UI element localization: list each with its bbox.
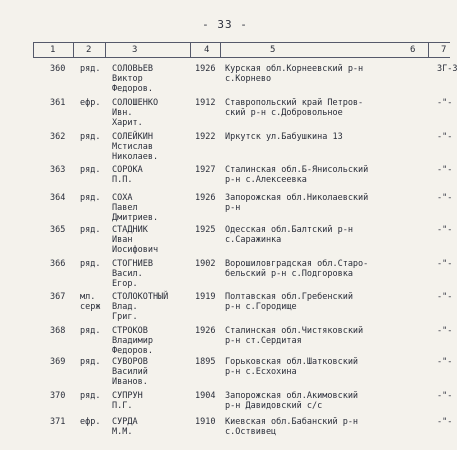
person-name: СОХА Павел Дмитриев. (112, 193, 159, 223)
column-divider (105, 42, 106, 57)
rank: мл. серж (80, 292, 101, 312)
birth-year: 1912 (195, 98, 216, 108)
address: Ставропольский край Петров- ский р-н с.Добровольное (225, 98, 364, 118)
row-number: 362 (50, 132, 66, 142)
header-top-rule (33, 42, 450, 43)
note: -"- (437, 292, 453, 302)
person-name: СОЛОШЕНКО Ивн. Харит. (112, 98, 159, 128)
person-name: СОЛОВЬЕВ Виктор Федоров. (112, 64, 153, 94)
column-divider (220, 42, 221, 57)
header-bottom-rule (33, 57, 450, 58)
person-name: СТОЛОКОТНЫЙ Влад. Григ. (112, 292, 169, 322)
note: -"- (437, 326, 453, 336)
birth-year: 1926 (195, 64, 216, 74)
address: Курская обл.Корнеевский р-н с.Корнево (225, 64, 364, 84)
address: Горьковская обл.Шатковский р-н с.Есхохина (225, 357, 359, 377)
address: Запорожская обл.Акимовский р-н Давидовский с/с (225, 391, 359, 411)
rank: ряд. (80, 357, 101, 367)
birth-year: 1925 (195, 225, 216, 235)
rank: ефр. (80, 98, 101, 108)
row-number: 363 (50, 165, 66, 175)
birth-year: 1922 (195, 132, 216, 142)
rank: ряд. (80, 326, 101, 336)
person-name: СУВОРОВ Василий Иванов. (112, 357, 148, 387)
rank: ряд. (80, 225, 101, 235)
person-name: СУПРУН П.Г. (112, 391, 143, 411)
rank: ряд. (80, 193, 101, 203)
row-number: 360 (50, 64, 66, 74)
column-number: 1 (50, 45, 56, 55)
page-number: - 33 - (202, 18, 248, 31)
column-divider (73, 42, 74, 57)
rank: ряд. (80, 64, 101, 74)
note: -"- (437, 259, 453, 269)
note: -"- (437, 417, 453, 427)
row-number: 367 (50, 292, 66, 302)
birth-year: 1895 (195, 357, 216, 367)
birth-year: 1902 (195, 259, 216, 269)
address: Полтавская обл.Гребенский р-н с.Городище (225, 292, 353, 312)
note: -"- (437, 193, 453, 203)
person-name: СОРОКА П.П. (112, 165, 143, 185)
rank: ряд. (80, 132, 101, 142)
birth-year: 1926 (195, 193, 216, 203)
person-name: СТРОКОВ Владимир Федоров. (112, 326, 153, 356)
note: -"- (437, 165, 453, 175)
rank: ряд. (80, 165, 101, 175)
person-name: СТОГНИЕВ Васил. Егор. (112, 259, 153, 289)
address: Одесская обл.Балтский р-н с.Саражинка (225, 225, 353, 245)
column-number: 7 (441, 45, 447, 55)
person-name: СТАДНИК Иван Иосифович (112, 225, 159, 255)
address: Ворошиловградская обл.Старо- бельский р-н с.Подгоровка (225, 259, 369, 279)
column-number: 6 (410, 45, 416, 55)
address: Сталинская обл.Чистяковский р-н ст.Сердитая (225, 326, 364, 346)
note: ЗГ-3 (437, 64, 457, 74)
row-number: 370 (50, 391, 66, 401)
row-number: 364 (50, 193, 66, 203)
note: -"- (437, 391, 453, 401)
birth-year: 1919 (195, 292, 216, 302)
note: -"- (437, 357, 453, 367)
address: Запорожская обл.Николаевский р-н (225, 193, 369, 213)
birth-year: 1910 (195, 417, 216, 427)
rank: ряд. (80, 391, 101, 401)
rank: ефр. (80, 417, 101, 427)
note: -"- (437, 98, 453, 108)
row-number: 368 (50, 326, 66, 336)
birth-year: 1926 (195, 326, 216, 336)
row-number: 366 (50, 259, 66, 269)
column-divider (190, 42, 191, 57)
rank: ряд. (80, 259, 101, 269)
birth-year: 1904 (195, 391, 216, 401)
address: Киевская обл.Бабанский р-н с.Оствивец (225, 417, 359, 437)
column-number: 5 (270, 45, 276, 55)
row-number: 365 (50, 225, 66, 235)
note: -"- (437, 225, 453, 235)
note: -"- (437, 132, 453, 142)
column-number: 4 (204, 45, 210, 55)
row-number: 369 (50, 357, 66, 367)
column-number: 2 (86, 45, 92, 55)
birth-year: 1927 (195, 165, 216, 175)
address: Сталинская обл.Б-Янисольский р-н с.Алексеевка (225, 165, 369, 185)
person-name: СУРДА М.М. (112, 417, 138, 437)
person-name: СОЛЕЙКИН Мстислав Николаев. (112, 132, 159, 162)
row-number: 371 (50, 417, 66, 427)
column-number: 3 (132, 45, 138, 55)
address: Иркутск ул.Бабушкина 13 (225, 132, 343, 142)
column-divider (428, 42, 429, 57)
row-number: 361 (50, 98, 66, 108)
column-divider (33, 42, 34, 57)
